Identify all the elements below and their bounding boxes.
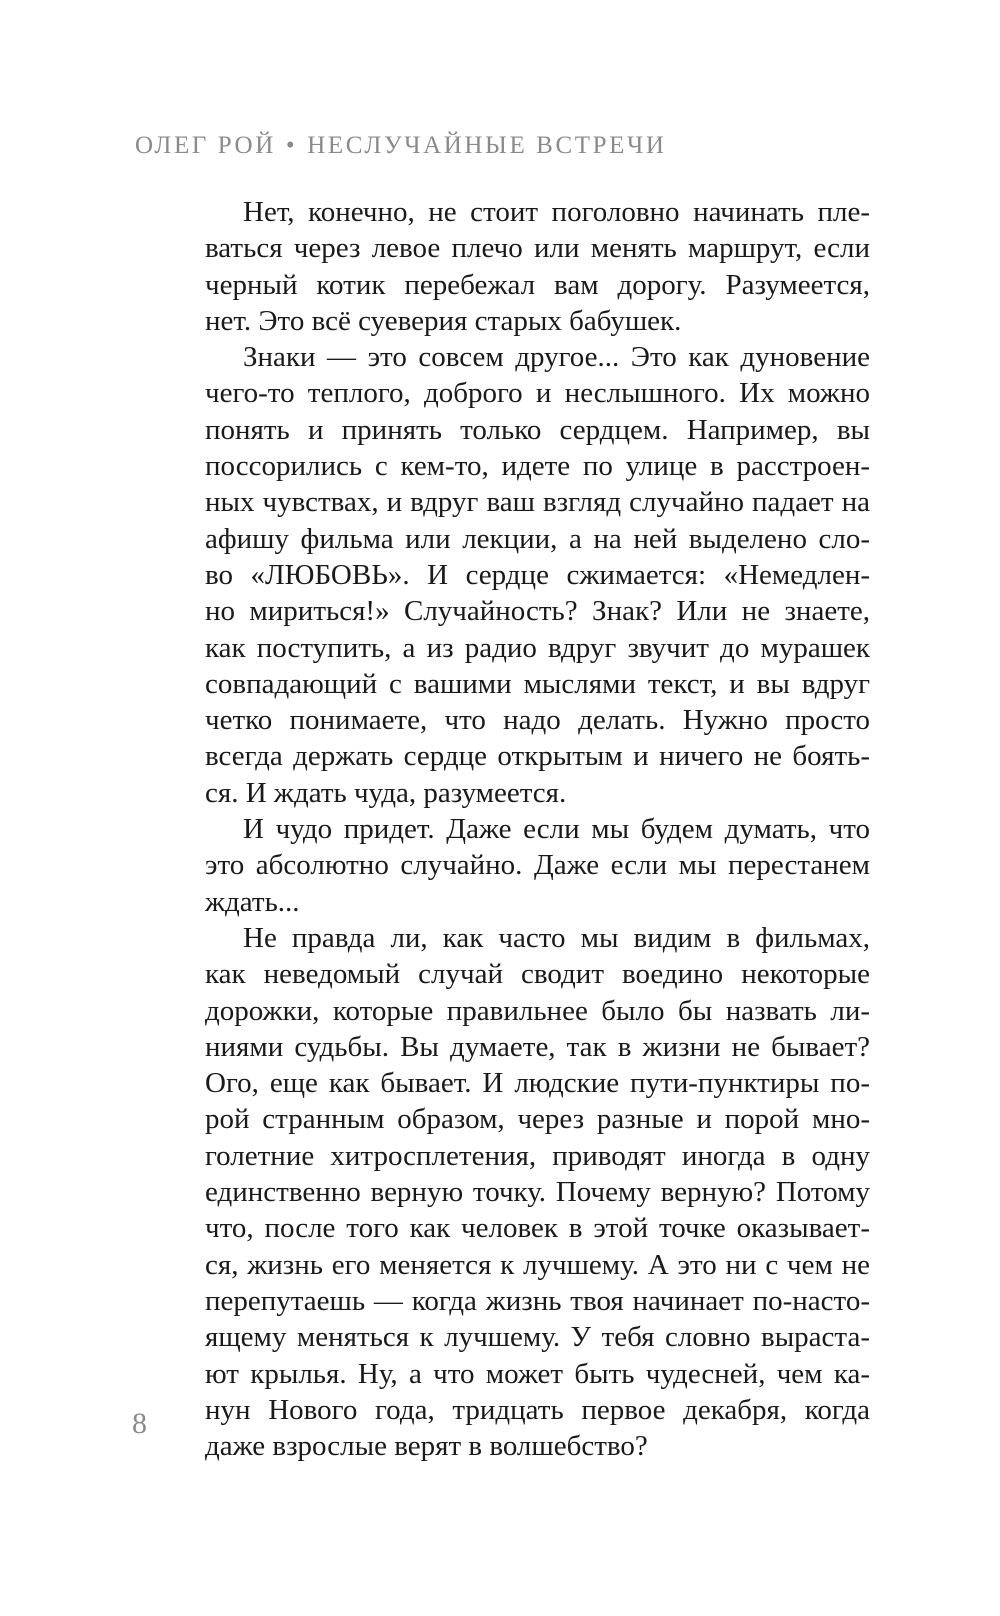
text-line: чего-то теплого, доброго и неслышного. Их можно <box>205 377 870 410</box>
text-line: голетние хитросплетения, приводят иногда в одну <box>205 1139 870 1172</box>
running-header <box>135 132 895 160</box>
header-separator: • <box>285 132 298 159</box>
text-line: Знаки — это совсем другое... Это как дуновение <box>243 341 870 374</box>
text-line: совпадающий с вашими мыслями текст, и вы вдруг <box>205 667 870 700</box>
text-line: перепутаешь — когда жизнь твоя начинает по-насто- <box>205 1284 870 1317</box>
text-line: всегда держать сердце открытым и ничего не боять- <box>205 740 870 773</box>
text-line: Нет, конечно, не стоит поголовно начинать пле- <box>243 196 870 228</box>
text-line: но мириться!» Случайность? Знак? Или не знаете, <box>205 595 870 628</box>
text-line: это абсолютно случайно. Даже если мы перестанем <box>205 849 870 882</box>
text-line: как поступить, а из радио вдруг звучит до мурашек <box>205 631 870 664</box>
page-number: 8 <box>132 1407 147 1440</box>
text-body <box>205 194 870 1464</box>
paragraph-1 <box>205 194 870 339</box>
text-line: во «ЛЮБОВЬ». И сердце сжимается: «Немедлен- <box>205 558 870 591</box>
paragraph-4 <box>205 920 870 1464</box>
text-line: черный котик перебежал вам дорогу. Разумеется, <box>205 268 870 301</box>
paragraph-2 <box>205 339 870 811</box>
text-line: Ого, еще как бывает. И людские пути-пунктиры по- <box>205 1067 870 1100</box>
text-line: Не правда ли, как часто мы видим в фильмах, <box>243 921 870 954</box>
text-line: дорожки, которые правильнее было бы назвать ли- <box>205 994 870 1027</box>
text-line: даже взрослые верят в волшебство? <box>205 1430 648 1463</box>
text-line: что, после того как человек в этой точке оказывает- <box>205 1212 870 1245</box>
text-line: поссорились с кем-то, идете по улице в расстроен- <box>205 450 870 483</box>
text-line: ящему меняться к лучшему. У тебя словно выраста- <box>205 1321 870 1354</box>
text-line: ся, жизнь его меняется к лучшему. А это ни с чем не <box>205 1248 870 1281</box>
text-line: ют крылья. Ну, а что может быть чудесней, чем ка- <box>205 1357 870 1390</box>
header-author: ОЛЕГ РОЙ <box>135 132 276 159</box>
text-line: понять и принять только сердцем. Например, вы <box>205 413 870 446</box>
paragraph-3 <box>205 811 870 920</box>
text-line: И чудо придет. Даже если мы будем думать, что <box>243 813 870 846</box>
header-book-title: НЕСЛУЧАЙНЫЕ ВСТРЕЧИ <box>307 132 667 159</box>
text-line: ся. И ждать чуда, разумеется. <box>205 776 567 809</box>
text-line: четко понимаете, что надо делать. Нужно просто <box>205 704 870 737</box>
text-line: ждать... <box>205 885 300 918</box>
text-line: как неведомый случай сводит воедино некоторые <box>205 958 870 991</box>
text-line: нет. Это всё суеверия старых бабушек. <box>205 304 682 337</box>
text-line: ваться через левое плечо или менять маршрут, если <box>205 232 870 265</box>
text-line: афишу фильма или лекции, а на ней выделено сло- <box>205 522 870 555</box>
text-line: единственно верную точку. Почему верную? Потому <box>205 1176 870 1209</box>
text-line: нун Нового года, тридцать первое декабря, когда <box>205 1393 870 1426</box>
text-line: рой странным образом, через разные и порой мно- <box>205 1103 870 1136</box>
text-line: ниями судьбы. Вы думаете, так в жизни не бывает? <box>205 1030 870 1063</box>
text-line: ных чувствах, и вдруг ваш взгляд случайно падает на <box>205 486 870 519</box>
